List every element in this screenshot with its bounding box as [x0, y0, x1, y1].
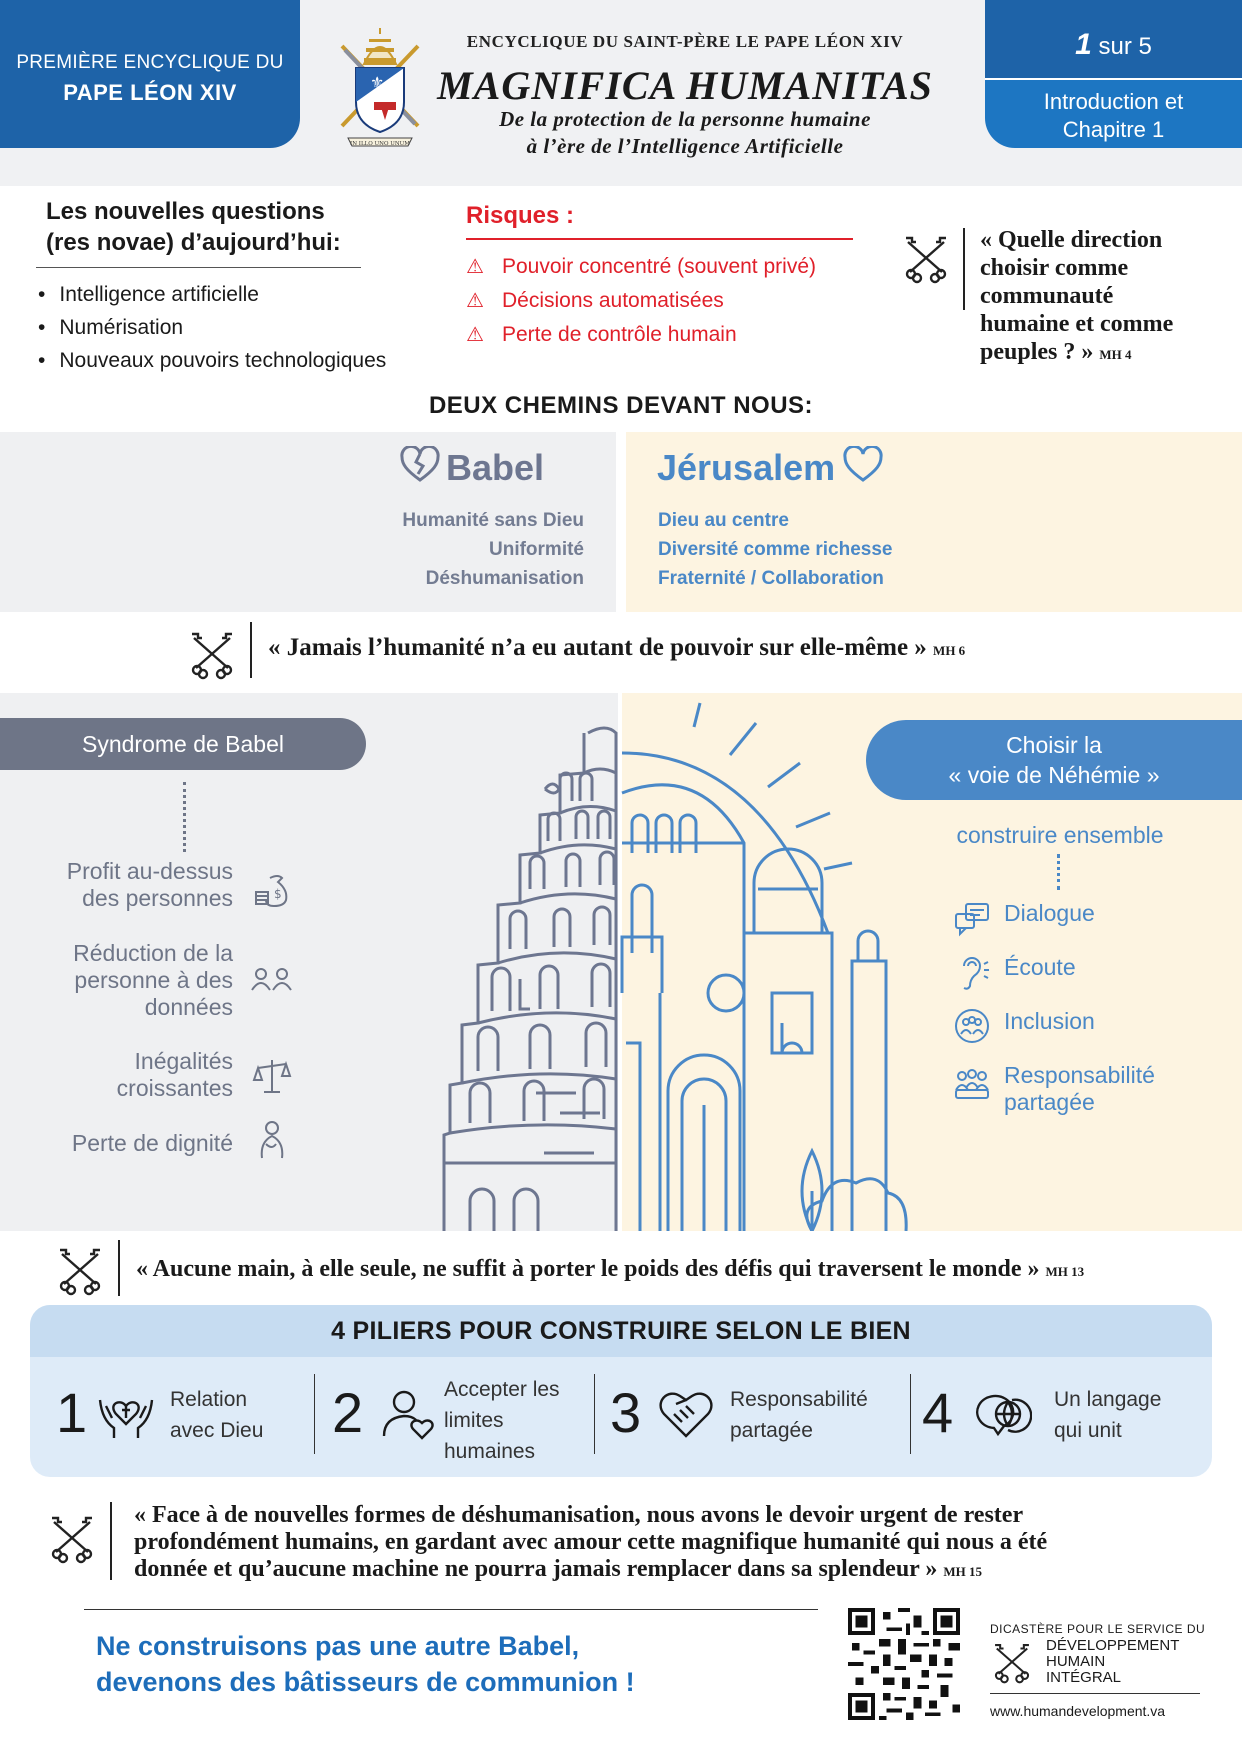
list-item: Fraternité / Collaboration	[658, 568, 884, 589]
closing-slogan	[96, 1628, 796, 1700]
list-item: Dieu au centre	[658, 510, 789, 531]
quote-line: peuples ? » MH 4	[980, 339, 1132, 365]
team-icon	[952, 1064, 992, 1104]
section-line-1: Introduction et	[1043, 89, 1184, 114]
jerusalem-city-icon	[622, 703, 906, 1231]
pillar-separator	[314, 1374, 315, 1454]
quote-bar	[250, 622, 252, 678]
questions-title-line-1: Les nouvelles questions	[46, 198, 325, 225]
list-item: • Intelligence artificielle	[38, 278, 386, 311]
nehemiah-title-line-2: « voie de Néhémie »	[948, 762, 1160, 788]
jerusalem-list	[658, 506, 1018, 593]
quote-ref: MH 13	[1045, 1264, 1085, 1279]
encyclical-title: MAGNIFICA HUMANITAS	[437, 63, 933, 108]
quote-ref: MH 15	[943, 1564, 983, 1579]
pillars-heading: 4 PILIERS POUR CONSTRUIRE SELON LE BIEN	[30, 1305, 1212, 1357]
babel-syndrome-title: Syndrome de Babel	[0, 718, 366, 770]
badge-line-1: PREMIÈRE ENCYCLIQUE DU	[16, 52, 284, 73]
jerusalem-title	[657, 446, 917, 489]
quote-mh4	[980, 226, 1230, 369]
slogan-line-2: devenons des bâtisseurs de communion !	[96, 1667, 635, 1697]
badge-line-2: PAPE LÉON XIV	[63, 80, 237, 105]
quote-bar	[118, 1240, 120, 1296]
users-icon	[250, 958, 294, 1002]
babel-item-inequality: Inégalités croissantes	[116, 1048, 233, 1101]
quote-mh15	[134, 1502, 1224, 1585]
section-line-2: Chapitre 1	[1062, 117, 1165, 142]
chat-globe-icon	[972, 1384, 1032, 1444]
page-count	[985, 0, 1242, 78]
pillar-label: Responsabilité partagée	[730, 1388, 868, 1442]
dicastery-name: DÉVELOPPEMENT HUMAIN INTÉGRAL	[1046, 1637, 1180, 1686]
pillar-number: 2	[332, 1381, 364, 1444]
quote-line: « Quelle direction	[980, 227, 1163, 253]
list-item: Diversité comme richesse	[658, 539, 893, 560]
nehemiah-title	[866, 720, 1242, 800]
dotted-connector	[1057, 854, 1060, 890]
risk-label: Pouvoir concentré (souvent privé)	[502, 255, 816, 278]
quote-line: choisir comme	[980, 255, 1129, 281]
quote-line: donnée et qu’aucune machine ne pourra jamais remplacer dans sa splendeur » MH 15	[134, 1556, 983, 1582]
heart-icon	[843, 446, 883, 484]
babel-tower-icon	[444, 728, 616, 1231]
group-circle-icon	[952, 1006, 992, 1046]
svg-text:$: $	[274, 887, 282, 901]
pillar-number: 3	[610, 1381, 642, 1444]
dicastery-top-line: DICASTÈRE POUR LE SERVICE DU	[990, 1622, 1206, 1636]
babel-list	[300, 506, 584, 593]
subtitle-line-1: De la protection de la personne humaine	[499, 107, 871, 131]
quote-line: « Face à de nouvelles formes de déshumanisation, nous avons le devoir urgent de rester	[134, 1502, 1024, 1528]
nehemiah-item-dialogue: Dialogue	[1004, 900, 1095, 926]
warning-icon: ⚠	[466, 256, 484, 278]
quote-line: profondément humains, en gardant avec amour cette magnifique humanité qui nous a été	[134, 1529, 1048, 1555]
subtitle-line-2: à l’ère de l’Intelligence Artificielle	[526, 134, 844, 158]
section-label	[985, 78, 1242, 148]
hands-cross-icon	[96, 1384, 156, 1444]
crossed-keys-icon	[54, 1244, 106, 1296]
divider	[84, 1609, 818, 1610]
babel-item-profit: Profit au-dessus des personnes	[66, 858, 233, 911]
nehemiah-item-shared-responsibility: Responsabilité partagée	[1004, 1062, 1155, 1115]
scales-icon	[250, 1054, 294, 1098]
babel-title	[400, 446, 600, 489]
risk-label: Perte de contrôle humain	[502, 323, 737, 346]
risks-list	[466, 250, 816, 352]
list-item	[466, 318, 816, 352]
quote-line: humaine et comme	[980, 311, 1174, 337]
warning-icon: ⚠	[466, 324, 484, 346]
warning-icon: ⚠	[466, 290, 484, 312]
pillar-number: 4	[922, 1381, 954, 1444]
speech-bubbles-icon	[952, 898, 992, 938]
dotted-connector	[183, 782, 186, 852]
divider	[466, 238, 853, 240]
slogan-line-1: Ne construisons pas une autre Babel,	[96, 1631, 580, 1661]
nehemiah-title-line-1: Choisir la	[1006, 732, 1102, 758]
divider	[36, 267, 361, 268]
questions-title-line-2: (res novae) d’aujourd’hui:	[46, 229, 341, 256]
list-item: Humanité sans Dieu	[402, 510, 584, 531]
list-item	[466, 284, 816, 318]
risks-title: Risques :	[466, 202, 575, 229]
divider	[990, 1693, 1200, 1694]
money-bag-icon	[250, 866, 294, 910]
questions-title	[46, 196, 341, 258]
crossed-keys-icon	[46, 1512, 98, 1564]
list-item: Uniformité	[489, 539, 584, 560]
quote-mh6	[268, 634, 1168, 662]
page-indicator	[985, 0, 1242, 148]
encyclical-badge	[0, 0, 300, 148]
risk-label: Décisions automatisées	[502, 289, 724, 312]
babel-title-text: Babel	[446, 447, 545, 488]
pillar-separator	[910, 1374, 911, 1454]
ear-icon	[952, 952, 992, 992]
quote-ref: MH 4	[1099, 347, 1132, 362]
broken-heart-icon	[400, 446, 440, 484]
pillar-label: Relation avec Dieu	[170, 1388, 264, 1442]
paths-heading: DEUX CHEMINS DEVANT NOUS:	[428, 392, 814, 419]
quote-line: « Jamais l’humanité n’a eu autant de pouvoir sur elle-même »	[268, 634, 927, 661]
quote-bar	[110, 1502, 112, 1580]
encyclical-supertitle: ENCYCLIQUE DU SAINT-PÈRE LE PAPE LÉON XIV	[466, 32, 904, 51]
encyclical-subtitle	[400, 106, 970, 160]
quote-ref: MH 6	[933, 643, 966, 658]
list-item: • Nouveaux pouvoirs technologiques	[38, 344, 386, 377]
nehemiah-subtitle: construire ensemble	[956, 822, 1164, 848]
website-link[interactable]: www.humandevelopment.va	[990, 1703, 1166, 1719]
list-item: • Numérisation	[38, 311, 386, 344]
sad-person-icon	[250, 1118, 294, 1162]
handshake-heart-icon	[656, 1384, 716, 1444]
babel-item-dignity: Perte de dignité	[71, 1130, 233, 1156]
dicastery-keys-icon	[990, 1640, 1034, 1684]
quote-mh13	[136, 1256, 1236, 1283]
pillar-label: Un langage qui unit	[1054, 1388, 1162, 1442]
qr-code[interactable]	[848, 1608, 960, 1720]
person-heart-icon	[378, 1384, 438, 1444]
jerusalem-title-text: Jérusalem	[657, 447, 836, 488]
pillar-label: Accepter les limites humaines	[444, 1378, 560, 1463]
questions-list	[38, 278, 386, 377]
page-number: 1	[1075, 28, 1092, 61]
pillar-number: 1	[56, 1381, 88, 1444]
svg-text:⚜: ⚜	[370, 73, 385, 92]
quote-bar	[963, 228, 965, 310]
list-item: Déshumanisation	[425, 568, 584, 589]
pillar-separator	[594, 1374, 595, 1454]
quote-line: « Aucune main, à elle seule, ne suffit à porter le poids des défis qui traversent le monde »	[136, 1256, 1040, 1282]
crossed-keys-icon	[900, 232, 952, 284]
nehemiah-item-listening: Écoute	[1004, 954, 1076, 980]
quote-line: communauté	[980, 283, 1114, 309]
crossed-keys-icon	[186, 628, 238, 680]
page-of: sur 5	[1098, 33, 1152, 60]
svg-text:IN ILLO UNO UNUM: IN ILLO UNO UNUM	[350, 141, 410, 147]
babel-item-data: Réduction de la personne à des données	[73, 940, 233, 1020]
list-item	[466, 250, 816, 284]
nehemiah-item-inclusion: Inclusion	[1004, 1008, 1095, 1034]
